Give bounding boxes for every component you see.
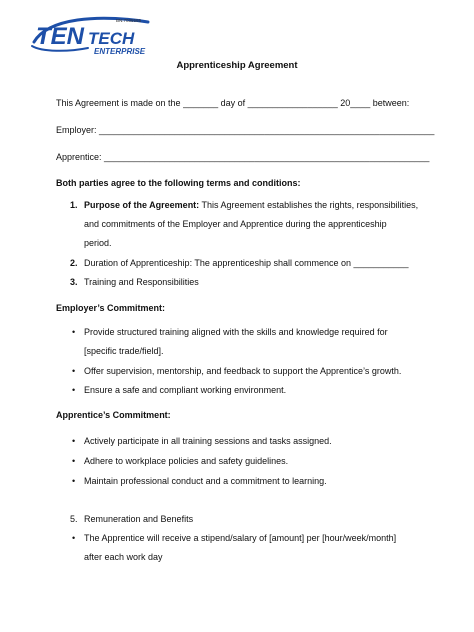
remuneration-item-line1: The Apprentice will receive a stipend/salary of [amount] per [hour/week/month] xyxy=(84,533,397,543)
term-2-text: Duration of Apprenticeship: The apprenticeship shall commence on ___________ xyxy=(84,258,409,268)
employer-item-1-line1: Provide structured training aligned with the skills and knowledge required for xyxy=(84,327,388,337)
apprentice-line: Apprentice: _________________________________________________________________ xyxy=(56,152,430,162)
apprentice-item-1: Actively participate in all training sessions and tasks assigned. xyxy=(84,436,332,446)
term-1-text-line3: period. xyxy=(84,238,112,248)
bullet-icon: • xyxy=(72,533,76,543)
terms-heading: Both parties agree to the following terms and conditions: xyxy=(56,178,301,188)
logo-graphic xyxy=(28,12,178,58)
bullet-icon: • xyxy=(72,366,76,376)
employer-commitment-heading: Employer’s Commitment: xyxy=(56,303,166,313)
bullet-icon: • xyxy=(72,327,76,337)
term-number: 1. xyxy=(70,200,78,210)
term-1-line1 xyxy=(84,200,418,210)
term-3-text: Training and Responsibilities xyxy=(84,277,199,287)
bullet-icon: • xyxy=(72,476,76,486)
bullet-icon: • xyxy=(72,385,76,395)
logo-text-secondary: TECH xyxy=(88,29,135,48)
logo-reg-no: BN:7035565 xyxy=(116,18,142,23)
term-1-text-line1: This Agreement establishes the rights, responsibilities, xyxy=(201,200,419,210)
term-1-text-line2: and commitments of the Employer and Apprentice during the apprenticeship xyxy=(84,219,387,229)
remuneration-item-line2: after each work day xyxy=(84,552,163,562)
apprentice-commitment-heading: Apprentice’s Commitment: xyxy=(56,410,171,420)
term-number: 3. xyxy=(70,277,78,287)
employer-item-1-line2: [specific trade/field]. xyxy=(84,346,164,356)
remuneration-heading: Remuneration and Benefits xyxy=(84,514,194,524)
apprentice-item-2: Adhere to workplace policies and safety guidelines. xyxy=(84,456,289,466)
agreement-intro: This Agreement is made on the _______ day of __________________ 20____ between: xyxy=(56,98,410,108)
logo-text-primary: TEN xyxy=(36,23,84,50)
term-1-label: Purpose of the Agreement: xyxy=(84,200,200,210)
employer-line: Employer: ___________________________________________________________________ xyxy=(56,125,435,135)
employer-item-3: Ensure a safe and compliant working environment. xyxy=(84,385,287,395)
term-number: 5. xyxy=(70,514,78,524)
bullet-icon: • xyxy=(72,436,76,446)
term-number: 2. xyxy=(70,258,78,268)
logo-subline: ENTERPRISE xyxy=(94,47,146,56)
bullet-icon: • xyxy=(72,456,76,466)
document-title: Apprenticeship Agreement xyxy=(176,60,298,71)
employer-item-2: Offer supervision, mentorship, and feedback to support the Apprentice’s growth. xyxy=(84,366,402,376)
apprentice-item-3: Maintain professional conduct and a commitment to learning. xyxy=(84,476,327,486)
company-logo xyxy=(28,12,178,58)
